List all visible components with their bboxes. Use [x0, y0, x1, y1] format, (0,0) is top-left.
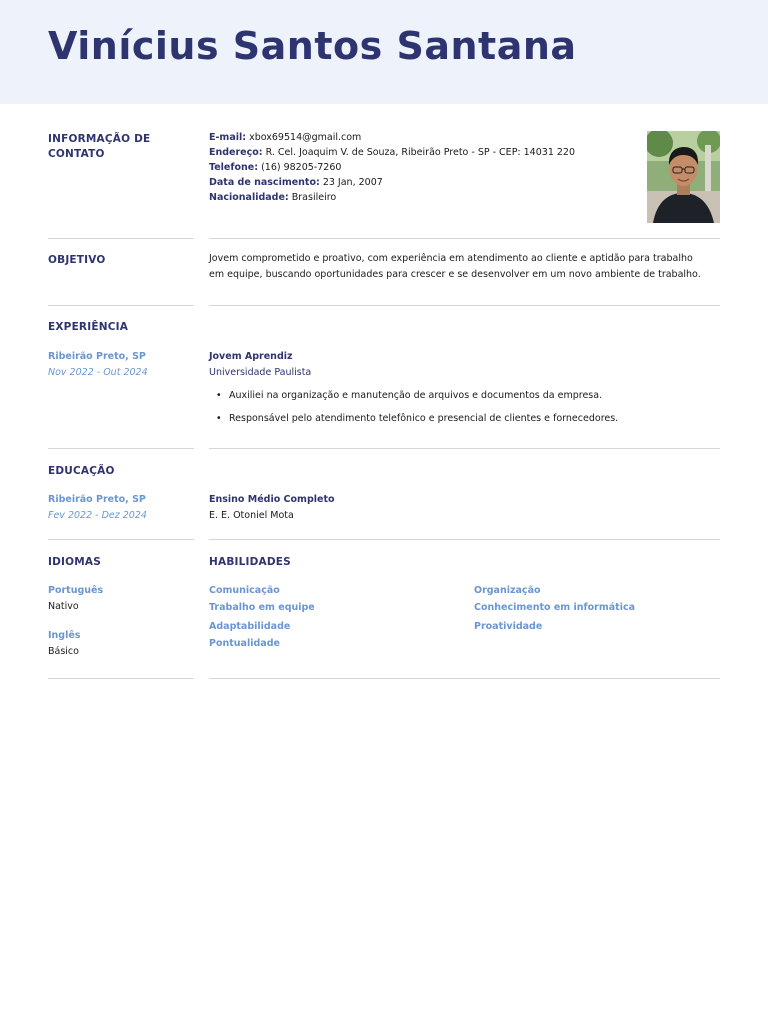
divider [209, 448, 720, 449]
divider [48, 238, 194, 239]
education-degree: Ensino Médio Completo [209, 494, 335, 505]
birth-label: Data de nascimento: [209, 177, 320, 188]
divider [209, 539, 720, 540]
experience-entry [209, 349, 720, 430]
objective-line: Jovem comprometido e proativo, com experiência em atendimento ao cliente e aptidão para trabalho [209, 253, 693, 264]
divider [48, 539, 194, 540]
address-label: Endereço: [209, 147, 263, 158]
skill-item: Adaptabilidade [209, 621, 291, 632]
experience-role: Jovem Aprendiz [209, 351, 293, 362]
language-item [48, 583, 103, 615]
birth-row [209, 175, 639, 190]
skills-section-title: HABILIDADES [209, 556, 291, 568]
language-name: Português [48, 585, 104, 596]
divider [48, 305, 194, 306]
language-level: Básico [48, 646, 79, 657]
birth-value: 23 Jan, 2007 [322, 177, 383, 188]
experience-location: Ribeirão Preto, SP [48, 351, 146, 362]
education-entry [209, 492, 720, 524]
education-meta [48, 492, 147, 524]
email-label: E-mail: [209, 132, 247, 143]
objective-text [209, 251, 729, 283]
skill-item: Conhecimento em informática [474, 602, 635, 613]
profile-photo [647, 131, 720, 223]
divider [209, 238, 720, 239]
language-level: Nativo [48, 601, 79, 612]
phone-row [209, 160, 639, 175]
skill-item: Comunicação [209, 585, 280, 596]
languages-section-title: IDIOMAS [48, 556, 101, 568]
objective-line: em equipe, buscando oportunidades para crescer e se desenvolver em um novo ambiente de trabalho. [209, 269, 701, 280]
divider [209, 678, 720, 679]
language-name: Inglês [48, 630, 81, 641]
divider [48, 678, 194, 679]
language-item [48, 628, 80, 660]
experience-meta [48, 349, 148, 381]
skill-item: Organização [474, 585, 541, 596]
divider [209, 305, 720, 306]
education-location: Ribeirão Preto, SP [48, 494, 146, 505]
phone-value: (16) 98205-7260 [261, 162, 342, 173]
contact-details [209, 130, 639, 205]
skill-item: Trabalho em equipe [209, 602, 315, 613]
experience-bullets [209, 384, 720, 430]
experience-organization: Universidade Paulista [209, 367, 312, 378]
divider [48, 448, 194, 449]
email-value[interactable]: xbox69514@gmail.com [249, 132, 362, 143]
experience-section-title: EXPERIÊNCIA [48, 321, 129, 333]
experience-dates: Nov 2022 - Out 2024 [48, 367, 148, 378]
candidate-name: Vinícius Santos Santana [48, 24, 577, 68]
objective-section-title: OBJETIVO [48, 254, 106, 266]
address-row [209, 145, 639, 160]
nationality-value: Brasileiro [291, 192, 337, 203]
experience-bullet: • Auxiliei na organização e manutenção de arquivos e documentos da empresa. [209, 384, 720, 407]
nationality-row [209, 190, 639, 205]
education-school: E. E. Otoniel Mota [209, 510, 294, 521]
nationality-label: Nacionalidade: [209, 192, 289, 203]
address-value: R. Cel. Joaquim V. de Souza, Ribeirão Preto - SP - CEP: 14031 220 [265, 147, 576, 158]
contact-section-title: INFORMAÇÃO DE CONTATO [48, 133, 151, 160]
header-banner [0, 0, 768, 104]
skill-item: Proatividade [474, 621, 543, 632]
education-section-title: EDUCAÇÃO [48, 465, 115, 477]
experience-bullet: • Responsável pelo atendimento telefônico e presencial de clientes e fornecedores. [209, 407, 720, 430]
email-row [209, 130, 639, 145]
skill-item: Pontualidade [209, 638, 280, 649]
phone-label: Telefone: [209, 162, 259, 173]
education-dates: Fev 2022 - Dez 2024 [48, 510, 147, 521]
